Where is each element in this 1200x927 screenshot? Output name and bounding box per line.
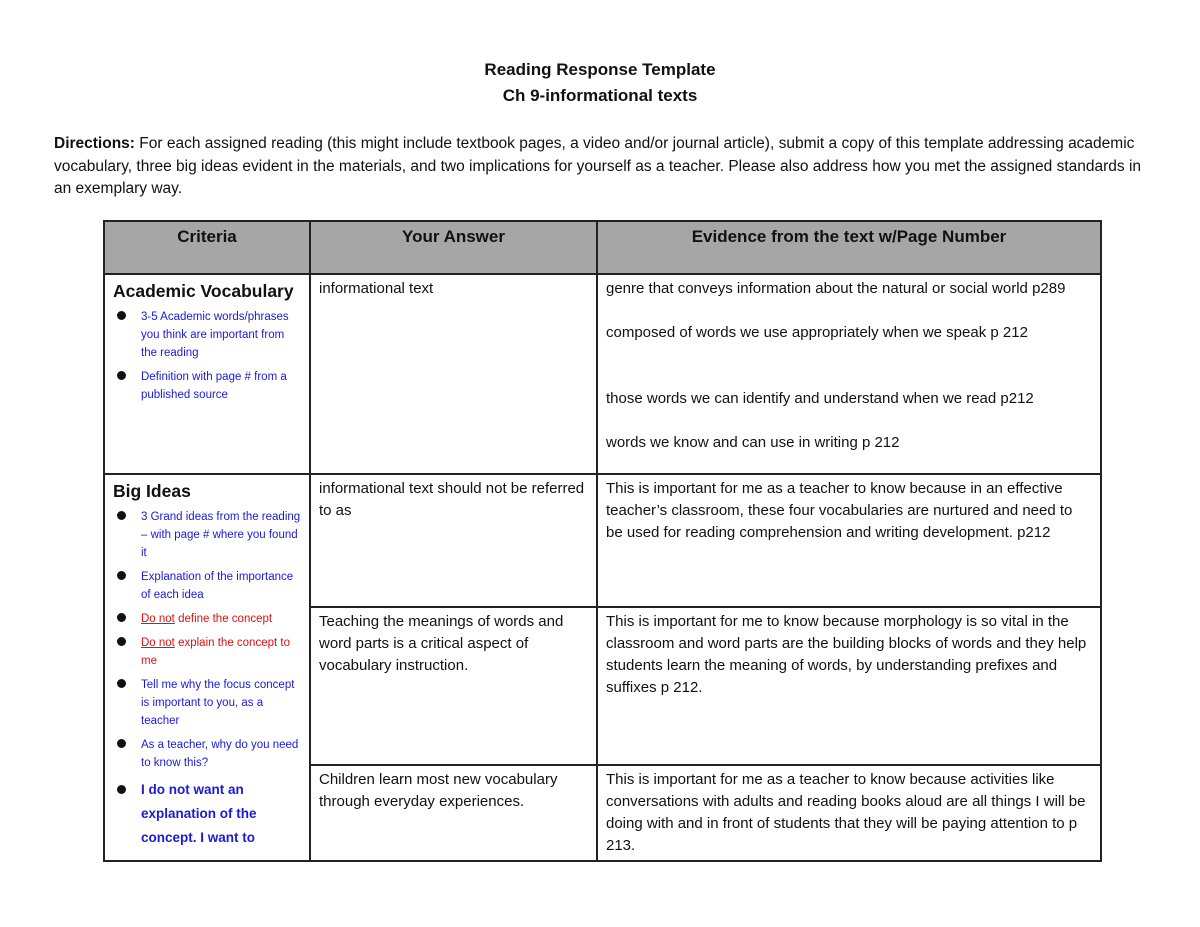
header-criteria: Criteria <box>104 221 310 274</box>
table-row-academic-vocabulary <box>104 274 1101 474</box>
evidence-cell-big-idea-3: This is important for me as a teacher to know because activities like conversations with adults and reading books aloud are all things I will be doing with and in front of students that they will be paying attention to p 213. <box>597 765 1101 861</box>
bullet-icon <box>117 511 126 520</box>
evidence-line: genre that conveys information about the natural or social world p289 <box>606 280 1066 297</box>
document-title: Reading Response Template <box>484 60 716 79</box>
list-item-text: Definition with page # from a published source <box>141 371 287 401</box>
list-item-text: Explanation of the importance of each idea <box>141 571 294 601</box>
list-item-text: Tell me why the focus concept is important to you, as a teacher <box>141 679 295 727</box>
list-item-text: explain the concept to me <box>141 637 290 667</box>
header-evidence: Evidence from the text w/Page Number <box>597 221 1101 274</box>
list-item-text: I do not want an explanation of the concept. I want to <box>141 782 257 845</box>
criteria-list-vocabulary <box>113 308 301 404</box>
list-item-text: define the concept <box>174 613 273 625</box>
directions-paragraph <box>54 133 1149 201</box>
criteria-cell-vocabulary <box>104 274 310 474</box>
table-header-row <box>104 221 1101 274</box>
list-item-text: 3 Grand ideas from the reading – with page # where you found it <box>141 511 301 559</box>
list-item <box>113 634 301 670</box>
list-item <box>113 568 301 604</box>
evidence-line: those words we can identify and understand when we read p212 <box>606 390 1034 407</box>
answer-cell-big-idea-1: informational text should not be referred to as <box>310 474 597 607</box>
list-item-text: As a teacher, why do you need to know this? <box>141 739 299 769</box>
list-item <box>113 610 301 628</box>
criteria-title-big-ideas: Big Ideas <box>113 481 191 501</box>
bullet-icon <box>117 785 126 794</box>
answer-cell-big-idea-3: Children learn most new vocabulary through everyday experiences. <box>310 765 597 861</box>
list-item-emphasis: Do not <box>141 637 175 649</box>
directions-text: For each assigned reading (this might include textbook pages, a video and/or journal article), submit a copy of this template addressing academic vocabulary, three big ideas evident in the materials, and two implications for yourself as a teacher. Please also address how you met the assigned standards in an exemplary way. <box>54 135 1142 197</box>
header-your-answer: Your Answer <box>310 221 597 274</box>
table-row-big-idea-1 <box>104 474 1101 607</box>
criteria-list-big-ideas <box>113 508 301 850</box>
list-item <box>113 736 301 772</box>
bullet-icon <box>117 311 126 320</box>
list-item <box>113 778 301 850</box>
bullet-icon <box>117 571 126 580</box>
bullet-icon <box>117 371 126 380</box>
evidence-line: composed of words we use appropriately when we speak p 212 <box>606 324 1028 341</box>
evidence-cell-big-idea-1: This is important for me as a teacher to know because in an effective teacher’s classroom, these four vocabularies are nurtured and need to be used for reading comprehension and writing development. p212 <box>597 474 1101 607</box>
list-item-emphasis: Do not <box>141 613 175 625</box>
list-item <box>113 308 301 362</box>
list-item <box>113 508 301 562</box>
criteria-title-vocabulary: Academic Vocabulary <box>113 281 294 301</box>
list-item-text: 3-5 Academic words/phrases you think are important from the reading <box>141 311 289 359</box>
list-item <box>113 676 301 730</box>
evidence-cell-big-idea-2: This is important for me to know because morphology is so vital in the classroom and word parts are the building blocks of words and they help students learn the meaning of words, by understanding prefixes and suffixes p 212. <box>597 607 1101 765</box>
list-item <box>113 368 301 404</box>
evidence-cell-vocabulary <box>597 274 1101 474</box>
document-subtitle: Ch 9-informational texts <box>502 86 698 105</box>
bullet-icon <box>117 739 126 748</box>
answer-cell-big-idea-2: Teaching the meanings of words and word parts is a critical aspect of vocabulary instruction. <box>310 607 597 765</box>
bullet-icon <box>117 613 126 622</box>
response-table <box>103 220 1102 862</box>
bullet-icon <box>117 637 126 646</box>
evidence-line: words we know and can use in writing p 212 <box>606 434 900 451</box>
bullet-icon <box>117 679 126 688</box>
directions-label: Directions: <box>54 135 135 152</box>
answer-cell-vocabulary: informational text <box>310 274 597 474</box>
criteria-cell-big-ideas <box>104 474 310 861</box>
